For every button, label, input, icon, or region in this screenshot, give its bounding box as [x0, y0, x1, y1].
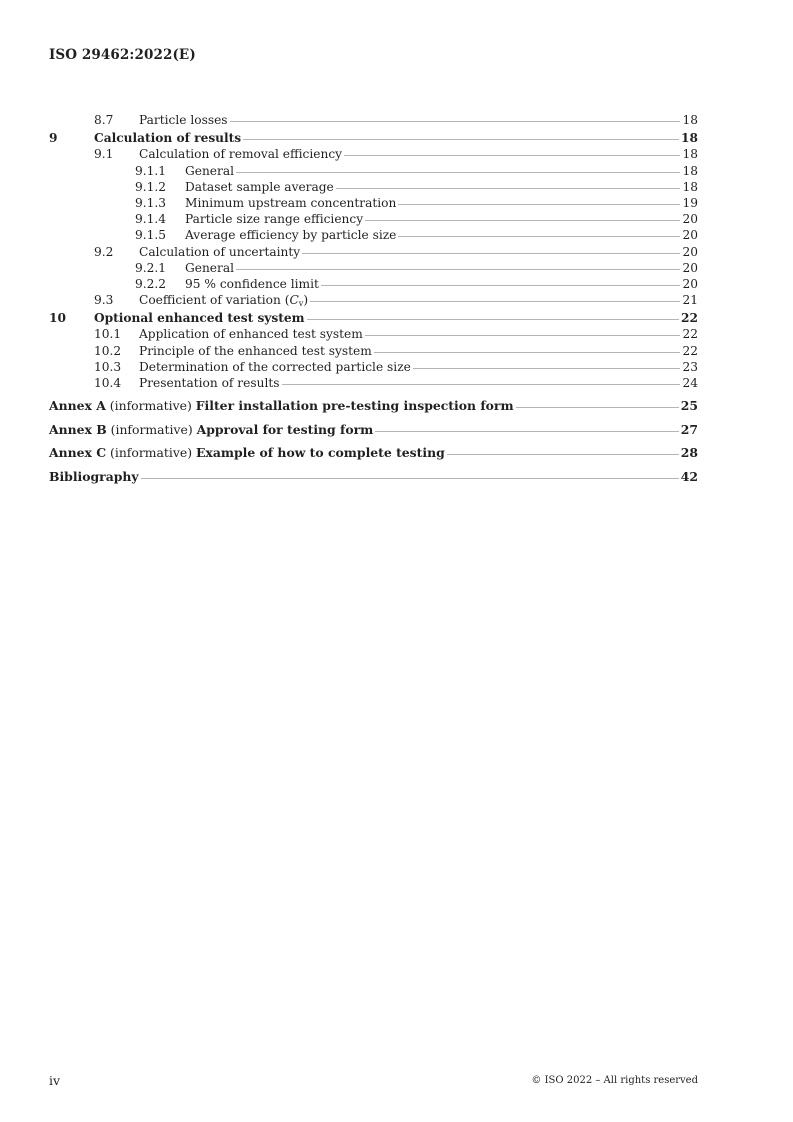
toc-entry-page: 22	[682, 343, 698, 358]
toc-entry-title: Particle losses	[139, 113, 228, 127]
dot-leader	[398, 236, 680, 237]
toc-entry-title: Presentation of results	[139, 376, 280, 390]
toc-entry-page: 18	[681, 131, 698, 146]
toc-entry-number: 9.1	[94, 147, 114, 162]
toc-annex-a[interactable]	[49, 398, 698, 415]
toc-entry-title: Particle size range efficiency	[185, 212, 364, 227]
dot-leader	[374, 352, 681, 353]
dot-leader	[243, 139, 679, 140]
toc-entry-title-text: Coefficient of variation (	[139, 293, 290, 308]
toc-entry-title: General	[185, 163, 234, 178]
document-id-header: ISO 29462:2022(E)	[49, 47, 196, 63]
toc-annex-b[interactable]	[49, 422, 698, 439]
dot-leader	[413, 368, 681, 369]
annex-info: (informative)	[109, 398, 192, 414]
toc-entry-number: 9.1.1	[135, 163, 167, 178]
dot-leader	[310, 301, 680, 302]
toc-entry-page: 20	[682, 228, 698, 243]
annex-title: Filter installation pre-testing inspection form	[195, 398, 514, 414]
toc-entry-number: 9.1.3	[135, 195, 167, 210]
toc-entry-page: 28	[680, 445, 698, 461]
toc-entry-page: 20	[682, 276, 698, 291]
dot-leader	[282, 384, 681, 385]
dot-leader	[321, 285, 681, 286]
toc-entry-9-1-2[interactable]	[49, 179, 698, 195]
dot-leader	[141, 478, 679, 479]
coefficient-subscript: v	[298, 299, 304, 309]
dot-leader	[344, 155, 680, 156]
toc-entry-title: 95 % confidence limit	[185, 276, 319, 291]
toc-entry-9-2-1[interactable]	[49, 260, 698, 276]
toc-entry-10-3[interactable]	[49, 359, 698, 375]
toc-entry-title: Application of enhanced test system	[139, 327, 363, 342]
table-of-contents	[49, 112, 698, 485]
toc-entry-page: 20	[682, 260, 698, 275]
dot-leader	[236, 172, 680, 173]
toc-entry-8-7[interactable]	[49, 112, 698, 128]
toc-entry-page: 25	[680, 398, 698, 414]
toc-entry-title: Calculation of results	[94, 131, 242, 146]
toc-entry-10-2[interactable]	[49, 343, 698, 359]
page-number: iv	[49, 1073, 61, 1088]
toc-entry-number: 9.1.5	[135, 228, 167, 243]
toc-entry-number: 9.2.1	[135, 260, 167, 275]
coefficient-symbol: C	[289, 293, 299, 308]
dot-leader	[230, 121, 681, 122]
toc-entry-10-4[interactable]	[49, 375, 698, 391]
toc-entry-title: Calculation of uncertainty	[139, 244, 301, 259]
toc-entry-title: Dataset sample average	[185, 179, 334, 194]
toc-annex-title	[49, 398, 514, 415]
dot-leader	[236, 269, 680, 270]
toc-entry-number: 10.4	[94, 376, 122, 390]
annex-title: Example of how to complete testing	[195, 445, 445, 461]
annex-info: (informative)	[110, 445, 193, 461]
toc-annex-title	[49, 445, 445, 462]
toc-entry-title	[139, 292, 308, 312]
toc-entry-page: 21	[682, 293, 698, 308]
toc-entry-number: 9.3	[94, 293, 114, 308]
toc-entry-page: 42	[680, 468, 698, 484]
toc-entry-number: 9.2	[94, 244, 114, 259]
toc-bibliography[interactable]	[49, 469, 698, 486]
toc-annex-title	[49, 422, 373, 439]
toc-annex-c[interactable]	[49, 445, 698, 462]
toc-entry-title: Average efficiency by particle size	[185, 228, 397, 243]
toc-entry-9-2[interactable]	[49, 244, 698, 260]
toc-entry-9-1-3[interactable]	[49, 195, 698, 211]
dot-leader	[398, 204, 680, 205]
dot-leader	[447, 454, 679, 455]
dot-leader	[307, 319, 679, 320]
toc-entry-title: Minimum upstream concentration	[185, 195, 397, 210]
dot-leader	[302, 253, 680, 254]
toc-entry-title: General	[185, 260, 234, 275]
annex-title: Approval for testing form	[196, 421, 374, 437]
dot-leader	[375, 431, 678, 432]
toc-entry-page: 20	[682, 212, 698, 227]
toc-entry-title: Optional enhanced test system	[94, 311, 305, 326]
toc-entry-9-1[interactable]	[49, 146, 698, 162]
dot-leader	[336, 188, 681, 189]
toc-entry-9-1-5[interactable]	[49, 227, 698, 243]
annex-label: Annex B	[49, 421, 107, 437]
toc-entry-title: Calculation of removal efficiency	[139, 147, 343, 162]
dot-leader	[516, 407, 679, 408]
toc-entry-9-1-4[interactable]	[49, 211, 698, 227]
toc-entry-page: 18	[682, 147, 698, 162]
annex-label: Annex C	[49, 445, 107, 461]
toc-entry-page: 27	[680, 421, 698, 437]
toc-entry-page: 18	[682, 113, 698, 127]
toc-entry-9-1-1[interactable]	[49, 163, 698, 179]
toc-entry-number: 9.1.2	[135, 179, 167, 194]
toc-entry-page: 24	[682, 376, 698, 390]
toc-entry-title: Determination of the corrected particle size	[139, 359, 411, 374]
toc-entry-title: Bibliography	[49, 468, 139, 484]
toc-entry-title-end: )	[303, 293, 309, 308]
dot-leader	[365, 220, 680, 221]
annex-label: Annex A	[49, 398, 106, 414]
toc-entry-number: 9	[49, 131, 58, 146]
toc-entry-number: 10.2	[94, 343, 122, 358]
toc-entry-title: Principle of the enhanced test system	[139, 343, 372, 358]
toc-entry-page: 23	[682, 359, 698, 374]
toc-entry-number: 8.7	[94, 113, 114, 127]
toc-entry-9[interactable]	[49, 130, 698, 146]
toc-entry-9-3[interactable]	[49, 292, 698, 308]
toc-entry-page: 19	[682, 195, 698, 210]
toc-entry-number: 9.2.2	[135, 276, 167, 291]
toc-entry-page: 20	[682, 244, 698, 259]
toc-entry-number: 10.3	[94, 359, 122, 374]
toc-entry-10-1[interactable]	[49, 326, 698, 342]
dot-leader	[365, 335, 681, 336]
toc-entry-page: 22	[682, 327, 698, 342]
toc-entry-9-2-2[interactable]	[49, 276, 698, 292]
annex-info: (informative)	[110, 421, 193, 437]
toc-entry-number: 10.1	[94, 327, 122, 342]
toc-entry-number: 9.1.4	[135, 212, 167, 227]
copyright-notice: © ISO 2022 – All rights reserved	[531, 1075, 698, 1086]
toc-entry-page: 18	[682, 179, 698, 194]
toc-entry-number: 10	[49, 311, 66, 326]
toc-entry-page: 22	[681, 311, 698, 326]
toc-entry-page: 18	[682, 163, 698, 178]
toc-entry-10[interactable]	[49, 310, 698, 326]
